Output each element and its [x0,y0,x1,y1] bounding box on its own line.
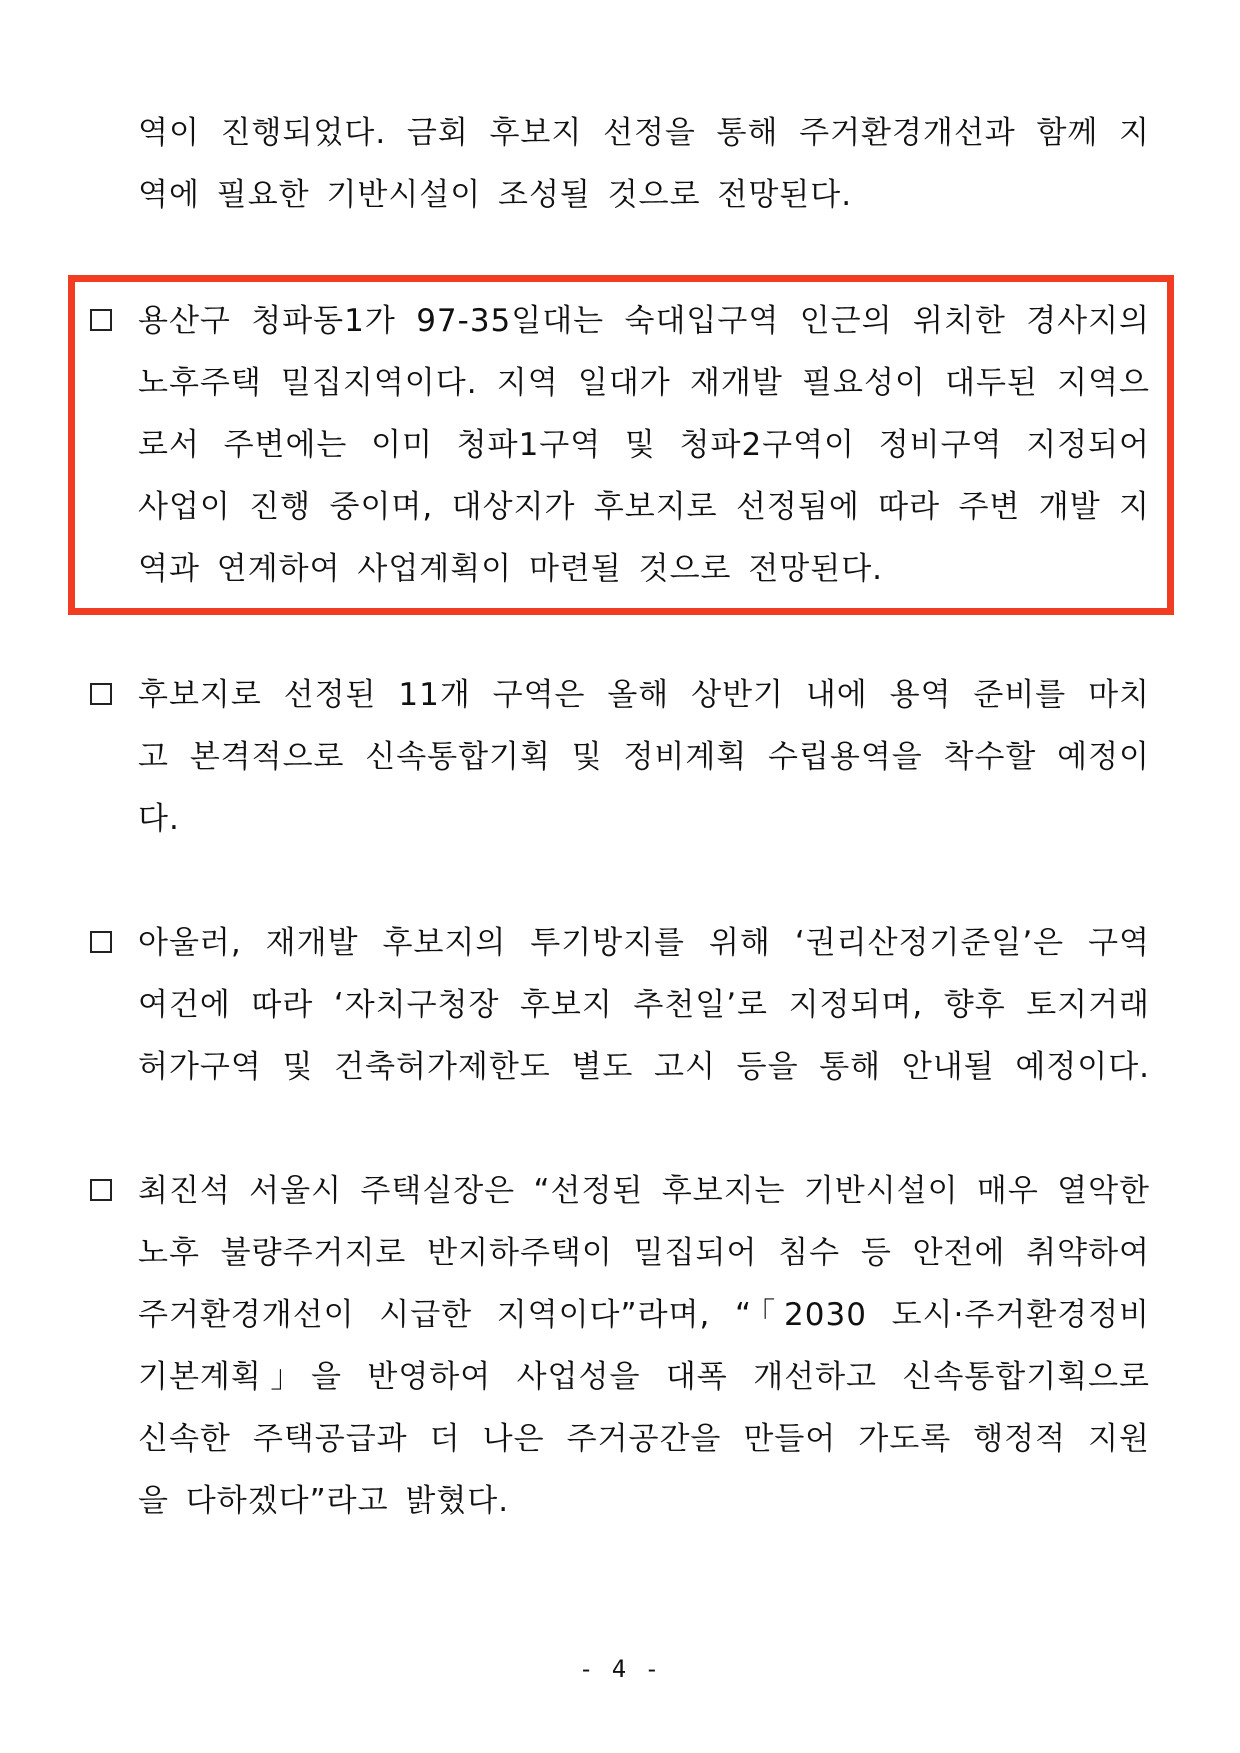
text-line: 사업이 진행 중이며, 대상지가 후보지로 선정됨에 따라 주변 개발 지 [138,489,1150,525]
text-line: 역에 필요한 기반시설이 조성될 것으로 전망된다. [138,177,853,213]
text-line: 역이 진행되었다. 금회 후보지 선정을 통해 주거환경개선과 함께 지 [138,115,1150,151]
page-number: - 4 - [578,1655,662,1683]
checkbox-icon [90,931,112,953]
text-line: 아울러, 재개발 후보지의 투기방지를 위해 ‘권리산정기준일’은 구역 [138,925,1150,961]
bullet-paragraph-1 [90,290,1150,600]
bullet-paragraph-2 [90,664,1150,850]
text-line: 후보지로 선정된 11개 구역은 올해 상반기 내에 용역 준비를 마치 [138,677,1150,713]
text-line: 노후주택 밀집지역이다. 지역 일대가 재개발 필요성이 대두된 지역으 [138,365,1150,401]
text-line: 을 다하겠다”라고 밝혔다. [138,1483,510,1519]
text-line: 다. [138,801,180,837]
text-line: 노후 불량주거지로 반지하주택이 밀집되어 침수 등 안전에 취약하여 [138,1235,1150,1271]
bullet-paragraph-3 [90,912,1150,1098]
intro-continuation [90,102,1150,226]
checkbox-icon [90,309,112,331]
text-line: 용산구 청파동1가 97-35일대는 숙대입구역 인근의 위치한 경사지의 [138,303,1150,339]
text-line: 허가구역 및 건축허가제한도 별도 고시 등을 통해 안내될 예정이다. [138,1049,1150,1085]
text-line: 고 본격적으로 신속통합기획 및 정비계획 수립용역을 착수할 예정이 [138,739,1150,775]
text-line: 여건에 따라 ‘자치구청장 후보지 추천일’로 지정되며, 향후 토지거래 [138,987,1150,1023]
checkbox-icon [90,683,112,705]
text-line: 주거환경개선이 시급한 지역이다”라며, “「2030 도시·주거환경정비 [138,1297,1150,1333]
text-line: 최진석 서울시 주택실장은 “선정된 후보지는 기반시설이 매우 열악한 [138,1173,1150,1209]
text-line: 기본계획」을 반영하여 사업성을 대폭 개선하고 신속통합기획으로 [138,1359,1150,1395]
checkbox-icon [90,1179,112,1201]
text-line: 역과 연계하여 사업계획이 마련될 것으로 전망된다. [138,551,883,587]
text-line: 신속한 주택공급과 더 나은 주거공간을 만들어 가도록 행정적 지원 [138,1421,1150,1457]
text-line: 로서 주변에는 이미 청파1구역 및 청파2구역이 정비구역 지정되어 [138,427,1150,463]
bullet-paragraph-4 [90,1160,1150,1532]
